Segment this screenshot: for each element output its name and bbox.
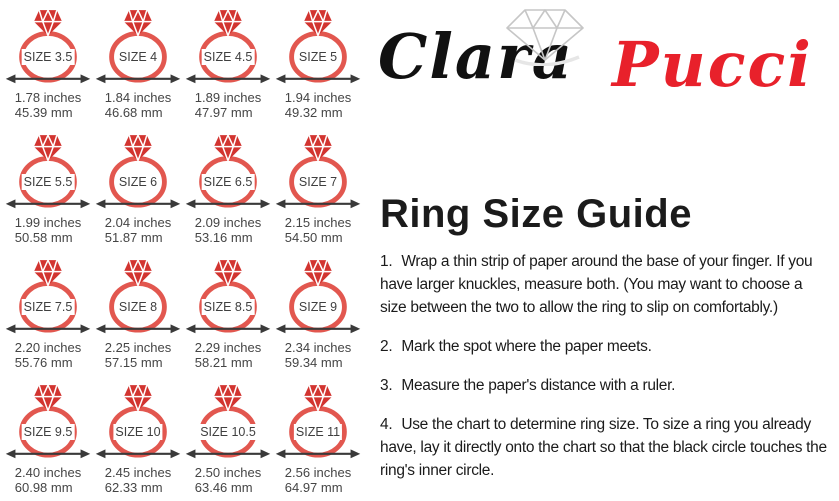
diameter-inches: 1.89 inches [194,90,262,105]
ring-size-cell-7 [273,129,363,254]
diameter-mm: 55.76 mm [14,355,73,370]
diameter-mm: 58.21 mm [194,355,253,370]
ring-size-label: SIZE 10 [115,425,161,439]
diamond-gem-icon [124,260,152,286]
ring-measurements [93,465,183,497]
ring-measurements [3,340,93,372]
diamond-gem-icon [124,135,152,161]
ring-size-cell-4.5 [183,4,273,129]
diamond-gem-icon [304,10,332,36]
diameter-inches: 1.99 inches [14,215,82,230]
ring-measurements [3,90,93,122]
diameter-inches: 2.56 inches [284,465,352,480]
brand-logo [378,4,833,104]
diameter-inches: 1.84 inches [104,90,172,105]
ring-size-cell-4 [93,4,183,129]
diameter-inches: 2.15 inches [284,215,352,230]
diamond-gem-icon [304,135,332,161]
diameter-mm: 54.50 mm [284,230,343,245]
ring-measurements [93,90,183,122]
diameter-mm: 62.33 mm [104,480,163,495]
step-number: 3. [380,377,393,394]
step-number: 4. [380,416,393,433]
ring-size-cell-9 [273,254,363,379]
ring-measurements [93,215,183,247]
ring-size-cell-10.5 [183,379,273,501]
diamond-outline-icon [494,4,596,66]
ring-size-cell-8 [93,254,183,379]
instruction-step-4 [380,413,832,482]
step-number: 1. [380,253,393,270]
ring-size-cell-6 [93,129,183,254]
step-text: Wrap a thin strip of paper around the base of your finger. If you have larger knuckles, measure both. (You may want to choose a size between the two to allow the ring to slip on comfortably.) [380,253,813,316]
diameter-mm: 60.98 mm [14,480,73,495]
diameter-mm: 49.32 mm [284,105,343,120]
ring-size-label: SIZE 5.5 [23,175,73,189]
ring-measurements [273,215,363,247]
ring-size-label: SIZE 6.5 [203,175,253,189]
ring-size-label: SIZE 7.5 [23,300,73,314]
ring-measurements [3,465,93,497]
ring-size-label: SIZE 5 [298,50,338,64]
diamond-gem-icon [34,260,62,286]
ring-size-cell-6.5 [183,129,273,254]
diamond-gem-icon [124,10,152,36]
ring-size-cell-9.5 [3,379,93,501]
ring-measurements [183,215,273,247]
ring-size-label: SIZE 3.5 [23,50,73,64]
ring-measurements [3,215,93,247]
ring-measurements [183,465,273,497]
diameter-inches: 2.50 inches [194,465,262,480]
ring-measurements [273,90,363,122]
diamond-gem-icon [124,385,152,411]
ring-measurements [183,340,273,372]
instructions-list [380,250,832,498]
ring-size-cell-11 [273,379,363,501]
diameter-inches: 2.29 inches [194,340,262,355]
ring-size-cell-5 [273,4,363,129]
ring-measurements [183,90,273,122]
ring-size-cell-5.5 [3,129,93,254]
diameter-mm: 50.58 mm [14,230,73,245]
ring-measurements [273,340,363,372]
ring-size-label: SIZE 8 [118,300,158,314]
diameter-inches: 2.40 inches [14,465,82,480]
brand-name-first: Clara [378,20,574,93]
diameter-inches: 1.94 inches [284,90,352,105]
diameter-inches: 1.78 inches [14,90,82,105]
step-text: Use the chart to determine ring size. To size a ring you already have, lay it directly onto the chart so that the black circle touches the ring's inner circle. [380,416,827,479]
ring-size-label: SIZE 11 [295,425,341,439]
page-title: Ring Size Guide [380,192,692,236]
diameter-inches: 2.45 inches [104,465,172,480]
diamond-gem-icon [34,10,62,36]
diameter-mm: 64.97 mm [284,480,343,495]
instruction-step-3 [380,374,832,397]
diameter-mm: 59.34 mm [284,355,343,370]
brand-name-second: Pucci [612,28,813,101]
diameter-inches: 2.09 inches [194,215,262,230]
instruction-step-2 [380,335,832,358]
ring-measurements [93,340,183,372]
ring-size-grid [3,4,363,501]
diameter-mm: 57.15 mm [104,355,163,370]
diameter-mm: 63.46 mm [194,480,253,495]
instruction-step-1 [380,250,832,319]
ring-size-label: SIZE 6 [118,175,158,189]
diameter-mm: 47.97 mm [194,105,253,120]
diamond-gem-icon [214,135,242,161]
diamond-gem-icon [214,385,242,411]
ring-size-label: SIZE 4 [118,50,158,64]
diamond-gem-icon [304,260,332,286]
ring-size-label: SIZE 4.5 [203,50,253,64]
diameter-inches: 2.04 inches [104,215,172,230]
diameter-inches: 2.25 inches [104,340,172,355]
diameter-mm: 46.68 mm [104,105,163,120]
step-number: 2. [380,338,393,355]
step-text: Mark the spot where the paper meets. [401,338,652,355]
ring-size-label: SIZE 9 [298,300,338,314]
ring-size-cell-8.5 [183,254,273,379]
ring-size-label: SIZE 7 [298,175,338,189]
diameter-inches: 2.34 inches [284,340,352,355]
diameter-mm: 53.16 mm [194,230,253,245]
ring-size-label: SIZE 9.5 [23,425,73,439]
diamond-gem-icon [214,260,242,286]
diameter-inches: 2.20 inches [14,340,82,355]
diamond-gem-icon [34,135,62,161]
diamond-gem-icon [304,385,332,411]
diamond-gem-icon [34,385,62,411]
step-text: Measure the paper's distance with a ruler. [401,377,676,394]
ring-size-cell-7.5 [3,254,93,379]
ring-size-cell-10 [93,379,183,501]
ring-size-label: SIZE 8.5 [203,300,253,314]
diameter-mm: 51.87 mm [104,230,163,245]
ring-size-cell-3.5 [3,4,93,129]
ring-measurements [273,465,363,497]
diameter-mm: 45.39 mm [14,105,73,120]
diamond-gem-icon [214,10,242,36]
ring-size-label: SIZE 10.5 [200,425,256,439]
